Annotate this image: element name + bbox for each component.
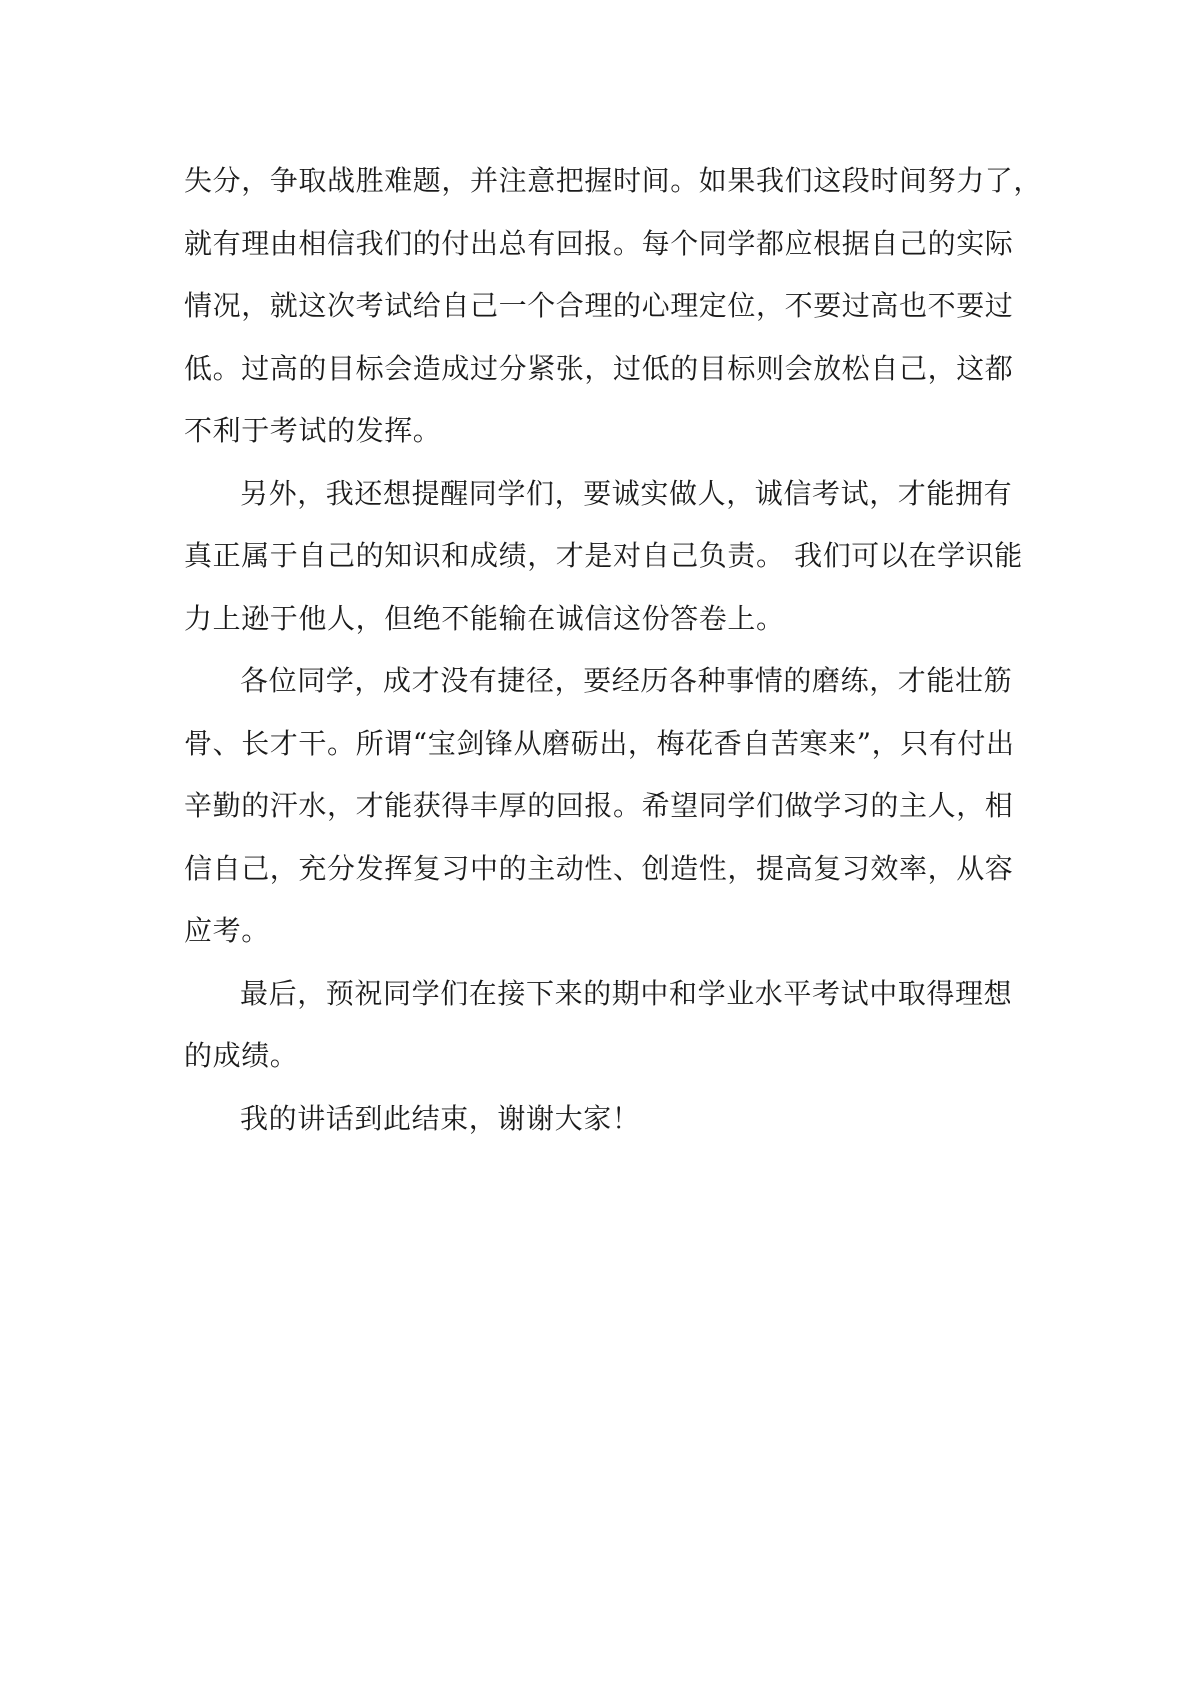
text-line: 低。过高的目标会造成过分紧张，过低的目标则会放松自己，这都: [184, 351, 1014, 385]
closing-line: 我的讲话到此结束，谢谢大家！: [240, 1101, 641, 1135]
text-line: 应考。: [184, 914, 270, 947]
paragraph-start-line: 另外，我还想提醒同学们，要诚实做人，诚信考试，才能拥有: [240, 476, 1013, 510]
text-line: 骨、长才干。所谓“宝剑锋从磨砺出，梅花香自苦寒来”，只有付出: [184, 726, 1015, 760]
text-line: 的成绩。: [184, 1039, 299, 1072]
text-line: 辛勤的汗水，才能获得丰厚的回报。希望同学们做学习的主人，相: [184, 789, 1014, 822]
text-line: 不利于考试的发挥。: [184, 414, 442, 447]
text-line: 力上逊于他人，但绝不能输在诚信这份答卷上。: [184, 601, 785, 635]
text-line: 失分，争取战胜难题，并注意把握时间。如果我们这段时间努力了，: [184, 164, 1043, 197]
text-line: 情况，就这次考试给自己一个合理的心理定位，不要过高也不要过: [184, 289, 1014, 322]
text-line: 真正属于自己的知识和成绩，才是对自己负责。 我们可以在学识能: [184, 539, 1023, 572]
speech-body: [184, 150, 1043, 1150]
text-line: 就有理由相信我们的付出总有回报。每个同学都应根据自己的实际: [184, 226, 1014, 260]
paragraph-start-line: 最后，预祝同学们在接下来的期中和学业水平考试中取得理想: [240, 976, 1013, 1010]
text-line: 信自己，充分发挥复习中的主动性、创造性，提高复习效率，从容: [184, 851, 1014, 885]
paragraph-start-line: 各位同学，成才没有捷径，要经历各种事情的磨练，才能壮筋: [240, 664, 1013, 697]
